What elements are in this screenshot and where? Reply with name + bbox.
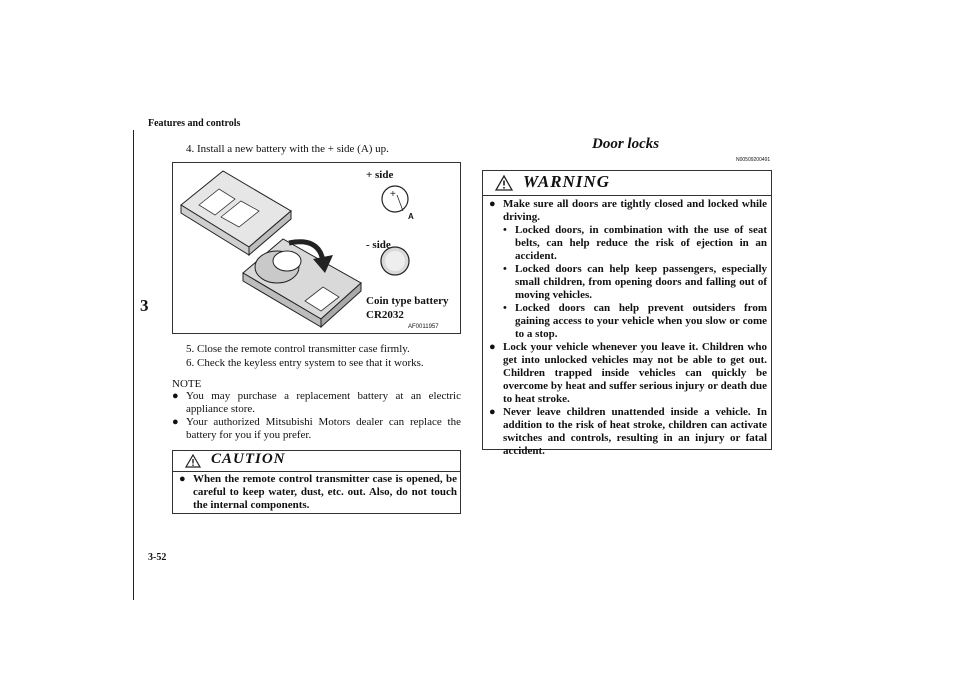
- sub-bullet-icon: •: [503, 263, 507, 275]
- warning-subitem: [503, 302, 767, 341]
- caution-title: CAUTION: [211, 451, 286, 467]
- bullet-icon: ●: [179, 473, 186, 485]
- warning-subitem-text: Locked doors can help keep passengers, especially small children, from opening doors and falling out of moving vehicles.: [515, 263, 767, 301]
- caution-item: [179, 473, 457, 512]
- coin-battery-label: [366, 294, 449, 322]
- step-4: 4. Install a new battery with the + side (A) up.: [186, 143, 389, 155]
- warning-item-text: Never leave children unattended inside a vehicle. In addition to the risk of heat stroke, children can activate switches and controls, resulting in an injury or fatal accident.: [503, 406, 767, 457]
- warning-subitem: [503, 224, 767, 263]
- page-number: 3-52: [148, 552, 167, 563]
- coin-battery-line1: Coin type battery: [366, 295, 449, 307]
- figure-code: AF0011957: [408, 324, 439, 330]
- sub-bullet-icon: •: [503, 224, 507, 236]
- note-item: [172, 416, 461, 442]
- caution-text: [179, 473, 457, 512]
- warning-item-text: Make sure all doors are tightly closed and locked while driving.: [503, 198, 767, 223]
- note-heading: NOTE: [172, 378, 202, 390]
- warning-text: [489, 198, 767, 458]
- bullet-icon: ●: [489, 341, 496, 353]
- caution-box: [172, 450, 461, 514]
- page-header: Features and controls: [148, 118, 241, 129]
- warning-item: [489, 406, 767, 458]
- plus-side-label: + side: [366, 169, 394, 181]
- bullet-icon: ●: [489, 406, 496, 418]
- minus-side-label: - side: [366, 239, 391, 251]
- note-item: [172, 390, 461, 416]
- note-item-text: Your authorized Mitsubishi Motors dealer can replace the battery for you if you prefer.: [186, 416, 461, 441]
- section-title: Door locks: [592, 136, 660, 152]
- sub-bullet-icon: •: [503, 302, 507, 314]
- step-5: 5. Close the remote control transmitter case firmly.: [186, 343, 410, 355]
- warning-item: [489, 341, 767, 406]
- warning-title: WARNING: [523, 172, 610, 191]
- svg-text:+: +: [390, 189, 396, 200]
- bullet-icon: ●: [489, 198, 496, 210]
- warning-subitem-text: Locked doors can help prevent outsiders from gaining access to your vehicle when you slow or come to a stop.: [515, 302, 767, 340]
- caution-item-text: When the remote control transmitter case is opened, be careful to keep water, dust, etc. out. Also, do not touch the internal components.: [193, 473, 457, 511]
- section-code: N00509200491: [736, 157, 771, 163]
- warning-subitem-text: Locked doors, in combination with the use of seat belts, can help reduce the risk of ejection in an accident.: [515, 224, 767, 262]
- caution-header: [173, 451, 460, 472]
- chapter-number: 3: [140, 296, 149, 315]
- warning-triangle-icon: [185, 454, 201, 468]
- note-list: [172, 390, 461, 442]
- marker-a-label: A: [408, 212, 414, 221]
- note-item-text: You may purchase a replacement battery at an electric appliance store.: [186, 390, 461, 415]
- warning-triangle-icon: [495, 175, 513, 191]
- warning-subitem: [503, 263, 767, 302]
- warning-box: [482, 170, 772, 457]
- coin-battery-line2: CR2032: [366, 309, 404, 321]
- bullet-icon: ●: [172, 390, 179, 402]
- warning-item: [489, 198, 767, 341]
- bullet-icon: ●: [172, 416, 179, 428]
- step-6: 6. Check the keyless entry system to see that it works.: [186, 357, 424, 369]
- chapter-divider-line: [133, 130, 134, 600]
- warning-header: [483, 171, 771, 196]
- warning-item-text: Lock your vehicle whenever you leave it. Children who get into unlocked vehicles may not be able to get out. Children trapped inside vehicles can quickly be overcome by heat and suffer serious injury or death due to heat stroke.: [503, 341, 767, 405]
